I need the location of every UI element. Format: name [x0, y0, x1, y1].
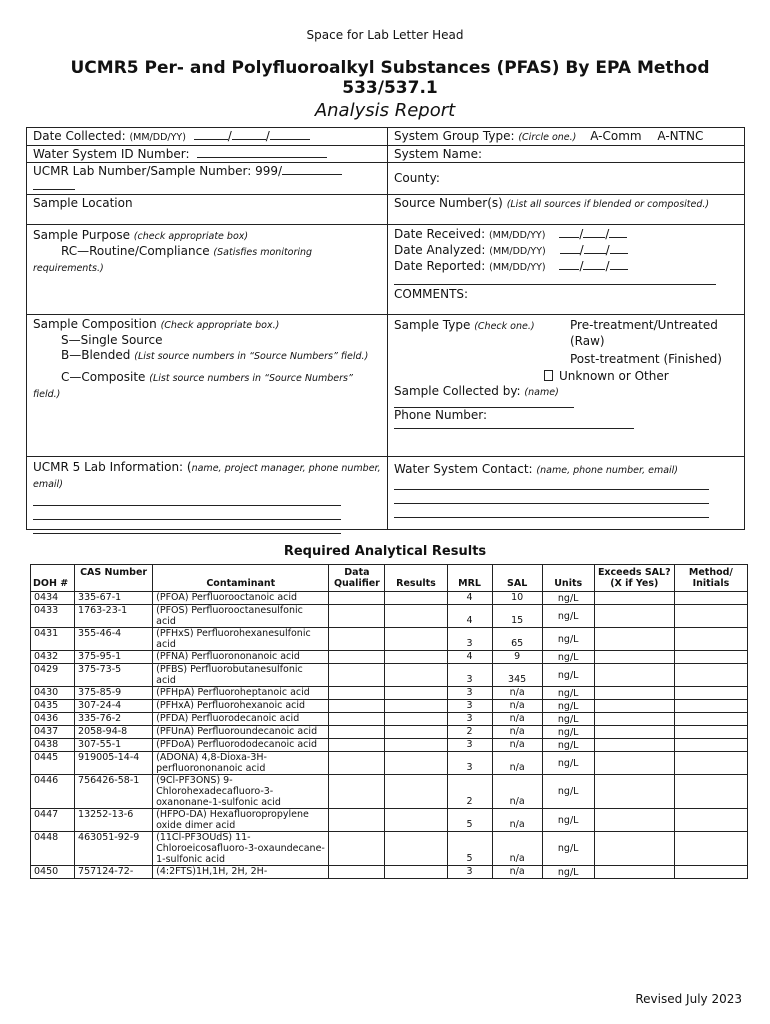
- col-mrl: MRL: [447, 565, 492, 592]
- col-sal: SAL: [492, 565, 542, 592]
- water-system-contact-field[interactable]: Water System Contact: (name, phone number, email): [388, 457, 745, 531]
- method-initials-cell[interactable]: [674, 752, 747, 775]
- sample-type-section: Sample Type (Check one.) Pre-treatment/Untreated (Raw) Post-treatment (Finished) Unknown or Other Sample Collected by: (name) Phone Number:: [388, 315, 745, 457]
- contaminant-cell: (HFPO-DA) Hexafluoropropylene oxide dimer acid: [153, 809, 329, 832]
- cas-cell: 335-76-2: [75, 713, 153, 726]
- composite-option[interactable]: C—Composite: [61, 370, 146, 384]
- method-initials-cell[interactable]: [674, 664, 747, 687]
- data-qualifier-cell[interactable]: [329, 605, 385, 628]
- method-initials-cell[interactable]: [674, 809, 747, 832]
- form-left-column: [27, 128, 388, 529]
- exceeds-sal-cell[interactable]: [594, 832, 674, 866]
- doh-cell: 0433: [31, 605, 75, 628]
- doh-cell: 0430: [31, 687, 75, 700]
- results-table: [30, 564, 748, 879]
- results-cell[interactable]: [385, 809, 447, 832]
- data-qualifier-cell[interactable]: [329, 739, 385, 752]
- mrl-cell: 3: [447, 739, 492, 752]
- results-cell[interactable]: [385, 752, 447, 775]
- date-analyzed-field[interactable]: Date Analyzed: (MM/DD/YY) / /: [394, 243, 739, 259]
- checkbox-icon[interactable]: [544, 370, 553, 381]
- cas-cell: 307-55-1: [75, 739, 153, 752]
- units-cell: ng/L: [542, 700, 594, 713]
- contaminant-cell: (PFDA) Perfluorodecanoic acid: [153, 713, 329, 726]
- units-cell: ng/L: [542, 809, 594, 832]
- mrl-cell: 3: [447, 700, 492, 713]
- sal-cell: n/a: [492, 866, 542, 879]
- units-cell: ng/L: [542, 752, 594, 775]
- table-row: [31, 664, 748, 687]
- mrl-cell: 3: [447, 628, 492, 651]
- mrl-cell: 3: [447, 664, 492, 687]
- mrl-cell: 2: [447, 775, 492, 809]
- results-cell[interactable]: [385, 726, 447, 739]
- exceeds-sal-cell[interactable]: [594, 752, 674, 775]
- data-qualifier-cell[interactable]: [329, 628, 385, 651]
- units-cell: ng/L: [542, 687, 594, 700]
- exceeds-sal-cell[interactable]: [594, 739, 674, 752]
- mrl-cell: 4: [447, 605, 492, 628]
- results-cell[interactable]: [385, 605, 447, 628]
- data-qualifier-cell[interactable]: [329, 713, 385, 726]
- system-group-type-field[interactable]: System Group Type: (Circle one.) A-Comm A-NTNC: [388, 128, 745, 146]
- sal-cell: 9: [492, 651, 542, 664]
- col-data-qualifier: Data Qualifier: [329, 565, 385, 592]
- a-ntnc-option[interactable]: A-NTNC: [657, 129, 704, 143]
- mrl-cell: 5: [447, 809, 492, 832]
- table-row: [31, 700, 748, 713]
- sal-cell: n/a: [492, 752, 542, 775]
- method-initials-cell[interactable]: [674, 713, 747, 726]
- cas-cell: 375-73-5: [75, 664, 153, 687]
- letterhead-placeholder: Space for Lab Letter Head: [306, 28, 464, 42]
- method-initials-cell[interactable]: [674, 605, 747, 628]
- table-row: [31, 752, 748, 775]
- table-row: [31, 605, 748, 628]
- cas-cell: 463051-92-9: [75, 832, 153, 866]
- units-cell: ng/L: [542, 739, 594, 752]
- form-right-column: [388, 128, 745, 529]
- table-row: [31, 809, 748, 832]
- sample-location-field[interactable]: Sample Location: [27, 195, 387, 225]
- table-row: [31, 651, 748, 664]
- table-row: [31, 687, 748, 700]
- data-qualifier-cell[interactable]: [329, 866, 385, 879]
- data-qualifier-cell[interactable]: [329, 832, 385, 866]
- sal-cell: n/a: [492, 739, 542, 752]
- results-cell[interactable]: [385, 775, 447, 809]
- sample-info-form: [26, 127, 745, 530]
- contaminant-cell: (PFHxS) Perfluorohexanesulfonic acid: [153, 628, 329, 651]
- mrl-cell: 2: [447, 726, 492, 739]
- routine-compliance-option[interactable]: RC—Routine/Compliance: [61, 244, 210, 258]
- doh-cell: 0432: [31, 651, 75, 664]
- sal-cell: n/a: [492, 726, 542, 739]
- contaminant-cell: (PFHpA) Perfluoroheptanoic acid: [153, 687, 329, 700]
- units-cell: ng/L: [542, 775, 594, 809]
- cas-cell: 355-46-4: [75, 628, 153, 651]
- contaminant-cell: (PFNA) Perfluorononanoic acid: [153, 651, 329, 664]
- data-qualifier-cell[interactable]: [329, 687, 385, 700]
- method-initials-cell[interactable]: [674, 866, 747, 879]
- results-cell[interactable]: [385, 700, 447, 713]
- doh-cell: 0437: [31, 726, 75, 739]
- method-initials-cell[interactable]: [674, 628, 747, 651]
- sal-cell: n/a: [492, 809, 542, 832]
- doh-cell: 0429: [31, 664, 75, 687]
- sal-cell: n/a: [492, 775, 542, 809]
- contaminant-cell: (4:2FTS)1H,1H, 2H, 2H-: [153, 866, 329, 879]
- doh-cell: 0450: [31, 866, 75, 879]
- data-qualifier-cell[interactable]: [329, 752, 385, 775]
- table-row: [31, 713, 748, 726]
- system-name-field[interactable]: System Name:: [388, 146, 745, 163]
- exceeds-sal-cell[interactable]: [594, 592, 674, 605]
- data-qualifier-cell[interactable]: [329, 809, 385, 832]
- sal-cell: 345: [492, 664, 542, 687]
- contaminant-cell: (PFOA) Perfluorooctanoic acid: [153, 592, 329, 605]
- contaminant-cell: (11Cl-PF3OUdS) 11-Chloroeicosafluoro-3-oxaundecane-1-sulfonic acid: [153, 832, 329, 866]
- county-field[interactable]: County:: [388, 163, 745, 195]
- cas-cell: 919005-14-4: [75, 752, 153, 775]
- exceeds-sal-cell[interactable]: [594, 664, 674, 687]
- method-initials-cell[interactable]: [674, 775, 747, 809]
- date-received-field[interactable]: Date Received: (MM/DD/YY) / /: [394, 227, 739, 243]
- units-cell: ng/L: [542, 664, 594, 687]
- sal-cell: n/a: [492, 687, 542, 700]
- table-row: [31, 592, 748, 605]
- data-qualifier-cell[interactable]: [329, 775, 385, 809]
- table-row: [31, 628, 748, 651]
- mrl-cell: 3: [447, 866, 492, 879]
- page-subtitle: Analysis Report: [314, 100, 456, 121]
- units-cell: ng/L: [542, 866, 594, 879]
- contaminant-cell: (PFOS) Perfluorooctanesulfonic acid: [153, 605, 329, 628]
- results-cell[interactable]: [385, 664, 447, 687]
- a-comm-option[interactable]: A-Comm: [590, 129, 642, 143]
- units-cell: ng/L: [542, 651, 594, 664]
- results-cell[interactable]: [385, 832, 447, 866]
- results-section-title: Required Analytical Results: [283, 544, 487, 559]
- dates-section: [388, 225, 745, 315]
- doh-cell: 0436: [31, 713, 75, 726]
- cas-cell: 335-67-1: [75, 592, 153, 605]
- sal-cell: 10: [492, 592, 542, 605]
- mrl-cell: 3: [447, 687, 492, 700]
- date-collected-field[interactable]: Date Collected: (MM/DD/YY) / /: [27, 128, 387, 146]
- exceeds-sal-cell[interactable]: [594, 775, 674, 809]
- cas-cell: 307-24-4: [75, 700, 153, 713]
- revision-date: Revised July 2023: [635, 992, 742, 1006]
- contaminant-cell: (ADONA) 4,8-Dioxa-3H-perfluorononanoic acid: [153, 752, 329, 775]
- exceeds-sal-cell[interactable]: [594, 605, 674, 628]
- data-qualifier-cell[interactable]: [329, 592, 385, 605]
- mrl-cell: 4: [447, 592, 492, 605]
- exceeds-sal-cell[interactable]: [594, 809, 674, 832]
- page-title: UCMR5 Per- and Polyfluoroalkyl Substances (PFAS) By EPA Method 533/537.1: [70, 58, 710, 98]
- units-cell: ng/L: [542, 592, 594, 605]
- col-contaminant: Contaminant: [153, 565, 329, 592]
- data-qualifier-cell[interactable]: [329, 651, 385, 664]
- sample-purpose-section: Sample Purpose (check appropriate box) RC—Routine/Compliance (Satisfies monitoring requirements.): [27, 225, 387, 315]
- col-units: Units: [542, 565, 594, 592]
- cas-cell: 13252-13-6: [75, 809, 153, 832]
- method-initials-cell[interactable]: [674, 832, 747, 866]
- doh-cell: 0431: [31, 628, 75, 651]
- unknown-other-option[interactable]: Unknown or Other: [394, 369, 739, 384]
- method-initials-cell[interactable]: [674, 651, 747, 664]
- phone-number-field[interactable]: Phone Number:: [394, 408, 488, 422]
- col-results: Results: [385, 565, 447, 592]
- method-initials-cell[interactable]: [674, 726, 747, 739]
- exceeds-sal-cell[interactable]: [594, 700, 674, 713]
- data-qualifier-cell[interactable]: [329, 664, 385, 687]
- exceeds-sal-cell[interactable]: [594, 726, 674, 739]
- units-cell: ng/L: [542, 605, 594, 628]
- mrl-cell: 3: [447, 752, 492, 775]
- results-cell[interactable]: [385, 628, 447, 651]
- units-cell: ng/L: [542, 832, 594, 866]
- contaminant-cell: (PFDoA) Perfluorododecanoic acid: [153, 739, 329, 752]
- method-initials-cell[interactable]: [674, 592, 747, 605]
- exceeds-sal-cell[interactable]: [594, 687, 674, 700]
- ucmr-lab-number-field[interactable]: UCMR Lab Number/Sample Number: 999/: [27, 163, 387, 195]
- sal-cell: 65: [492, 628, 542, 651]
- units-cell: ng/L: [542, 713, 594, 726]
- results-cell[interactable]: [385, 739, 447, 752]
- single-source-option[interactable]: S—Single Source: [61, 333, 163, 347]
- doh-cell: 0445: [31, 752, 75, 775]
- contaminant-cell: (PFUnA) Perfluoroundecanoic acid: [153, 726, 329, 739]
- units-cell: ng/L: [542, 628, 594, 651]
- doh-cell: 0438: [31, 739, 75, 752]
- doh-cell: 0435: [31, 700, 75, 713]
- sal-cell: n/a: [492, 832, 542, 866]
- contaminant-cell: (9Cl-PF3ONS) 9-Chlorohexadecafluoro-3-oxanonane-1-sulfonic acid: [153, 775, 329, 809]
- exceeds-sal-cell[interactable]: [594, 713, 674, 726]
- doh-cell: 0448: [31, 832, 75, 866]
- doh-cell: 0446: [31, 775, 75, 809]
- mrl-cell: 5: [447, 832, 492, 866]
- pretreatment-option[interactable]: Pre-treatment/Untreated (Raw): [570, 318, 718, 348]
- col-exceeds-sal: Exceeds SAL? (X if Yes): [594, 565, 674, 592]
- cas-cell: 2058-94-8: [75, 726, 153, 739]
- water-system-id-field[interactable]: Water System ID Number:: [27, 146, 387, 163]
- units-cell: ng/L: [542, 726, 594, 739]
- contaminant-cell: (PFBS) Perfluorobutanesulfonic acid: [153, 664, 329, 687]
- sample-composition-section: Sample Composition (Check appropriate box.) S—Single Source B—Blended (List source numbers in “Source Numbers” field.) C—Composite (List source numbers in “Source Numbers” field.): [27, 315, 387, 457]
- method-initials-cell[interactable]: [674, 700, 747, 713]
- data-qualifier-cell[interactable]: [329, 726, 385, 739]
- col-method-initials: Method/ Initials: [674, 565, 747, 592]
- table-row: [31, 866, 748, 879]
- posttreatment-option[interactable]: Post-treatment (Finished): [570, 352, 722, 366]
- method-initials-cell[interactable]: [674, 687, 747, 700]
- data-qualifier-cell[interactable]: [329, 700, 385, 713]
- cas-cell: 757124-72-: [75, 866, 153, 879]
- table-row: [31, 726, 748, 739]
- blended-option[interactable]: B—Blended: [61, 348, 131, 362]
- exceeds-sal-cell[interactable]: [594, 628, 674, 651]
- results-cell[interactable]: [385, 592, 447, 605]
- col-cas: CAS Number: [75, 565, 153, 592]
- exceeds-sal-cell[interactable]: [594, 651, 674, 664]
- doh-cell: 0447: [31, 809, 75, 832]
- table-row: [31, 832, 748, 866]
- contaminant-cell: (PFHxA) Perfluorohexanoic acid: [153, 700, 329, 713]
- collected-by-field[interactable]: Sample Collected by: (name): [394, 384, 559, 398]
- cas-cell: 756426-58-1: [75, 775, 153, 809]
- exceeds-sal-cell[interactable]: [594, 866, 674, 879]
- cas-cell: 375-85-9: [75, 687, 153, 700]
- sal-cell: 15: [492, 605, 542, 628]
- sal-cell: n/a: [492, 700, 542, 713]
- mrl-cell: 4: [447, 651, 492, 664]
- lab-information-field[interactable]: UCMR 5 Lab Information: (name, project manager, phone number, email): [27, 457, 387, 531]
- results-cell[interactable]: [385, 651, 447, 664]
- comments-field[interactable]: COMMENTS:: [394, 287, 469, 301]
- results-cell[interactable]: [385, 687, 447, 700]
- table-row: [31, 739, 748, 752]
- source-number-field[interactable]: Source Number(s) (List all sources if blended or composited.): [388, 195, 745, 225]
- table-header-row: [31, 565, 748, 592]
- cas-cell: 1763-23-1: [75, 605, 153, 628]
- mrl-cell: 3: [447, 713, 492, 726]
- doh-cell: 0434: [31, 592, 75, 605]
- col-doh: DOH #: [31, 565, 75, 592]
- results-cell[interactable]: [385, 866, 447, 879]
- results-cell[interactable]: [385, 713, 447, 726]
- table-row: [31, 775, 748, 809]
- date-reported-field[interactable]: Date Reported: (MM/DD/YY) / /: [394, 259, 739, 275]
- method-initials-cell[interactable]: [674, 739, 747, 752]
- cas-cell: 375-95-1: [75, 651, 153, 664]
- sal-cell: n/a: [492, 713, 542, 726]
